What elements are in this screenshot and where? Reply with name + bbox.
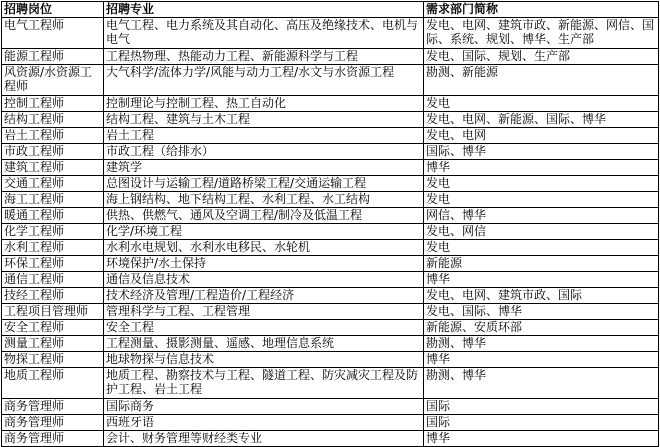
table-row [2, 352, 659, 368]
table-row [2, 399, 659, 415]
cell-major: 电气工程、电力系统及其自动化、高压及绝缘技术、电机与电气 [104, 18, 424, 49]
cell-major: 地球物探与信息技术 [104, 352, 424, 368]
header-row [2, 2, 659, 18]
cell-position: 电气工程师 [2, 18, 104, 49]
cell-position: 地质工程师 [2, 368, 104, 399]
cell-department: 发电、电网 [424, 128, 659, 144]
cell-major: 安全工程 [104, 320, 424, 336]
table-row [2, 272, 659, 288]
cell-department: 博华 [424, 272, 659, 288]
cell-major: 大气科学/流体力学/风能与动力工程/水文与水资源工程 [104, 65, 424, 96]
cell-major: 建筑学 [104, 160, 424, 176]
header-position: 招聘岗位 [2, 2, 104, 18]
cell-position: 风资源/水资源工程师 [2, 65, 104, 96]
table-row [2, 144, 659, 160]
cell-position: 商务管理师 [2, 399, 104, 415]
cell-department: 勘测、博华 [424, 336, 659, 352]
table-row [2, 415, 659, 431]
cell-position: 技经工程师 [2, 288, 104, 304]
table-row [2, 224, 659, 240]
cell-department: 发电、国际、规划、生产部 [424, 49, 659, 65]
cell-position: 市政工程师 [2, 144, 104, 160]
cell-major: 国际商务 [104, 399, 424, 415]
recruitment-table [1, 1, 659, 447]
cell-major: 海上钢结构、地下结构工程、水利工程、水工结构 [104, 192, 424, 208]
cell-department: 发电、电网、建筑市政、新能源、网信、国际、系统、规划、博华、生产部 [424, 18, 659, 49]
cell-position: 商务管理师 [2, 431, 104, 447]
cell-position: 安全工程师 [2, 320, 104, 336]
table-row [2, 192, 659, 208]
table-row [2, 112, 659, 128]
table-row [2, 320, 659, 336]
cell-position: 岩土工程师 [2, 128, 104, 144]
cell-major: 总图设计与运输工程/道路桥梁工程/交通运输工程 [104, 176, 424, 192]
cell-department: 新能源 [424, 256, 659, 272]
header-major: 招聘专业 [104, 2, 424, 18]
cell-position: 工程项目管理师 [2, 304, 104, 320]
cell-department: 勘测、博华 [424, 368, 659, 399]
cell-department: 博华 [424, 352, 659, 368]
cell-position: 物探工程师 [2, 352, 104, 368]
cell-major: 控制理论与控制工程、热工自动化 [104, 96, 424, 112]
table-row [2, 256, 659, 272]
header-department: 需求部门简称 [424, 2, 659, 18]
cell-major: 地质工程、勘察技术与工程、隧道工程、防灾减灾工程及防护工程、岩土工程 [104, 368, 424, 399]
cell-department: 发电 [424, 240, 659, 256]
cell-department: 发电 [424, 192, 659, 208]
cell-major: 工程测量、摄影测量、遥感、地理信息系统 [104, 336, 424, 352]
recruitment-table-container [1, 1, 658, 447]
cell-department: 博华 [424, 431, 659, 447]
table-row [2, 336, 659, 352]
cell-position: 结构工程师 [2, 112, 104, 128]
table-row [2, 240, 659, 256]
cell-department: 发电、电网、建筑市政、国际 [424, 288, 659, 304]
cell-major: 西班牙语 [104, 415, 424, 431]
cell-position: 暖通工程师 [2, 208, 104, 224]
table-row [2, 65, 659, 96]
cell-major: 管理科学与工程、工程管理 [104, 304, 424, 320]
table-row [2, 160, 659, 176]
cell-department: 发电、网信 [424, 224, 659, 240]
cell-department: 博华 [424, 160, 659, 176]
table-row [2, 49, 659, 65]
cell-position: 交通工程师 [2, 176, 104, 192]
cell-department: 发电 [424, 176, 659, 192]
table-row [2, 368, 659, 399]
cell-major: 供热、供燃气、通风及空调工程/制冷及低温工程 [104, 208, 424, 224]
cell-major: 技术经济及管理/工程造价/工程经济 [104, 288, 424, 304]
cell-major: 会计、财务管理等财经类专业 [104, 431, 424, 447]
cell-department: 勘测、新能源 [424, 65, 659, 96]
cell-major: 通信及信息技术 [104, 272, 424, 288]
cell-position: 水利工程师 [2, 240, 104, 256]
cell-department: 新能源、安质环部 [424, 320, 659, 336]
cell-major: 水利水电规划、水利水电移民、水轮机 [104, 240, 424, 256]
cell-department: 发电、电网、新能源、国际、博华 [424, 112, 659, 128]
table-body [2, 18, 659, 447]
cell-major: 市政工程（给排水） [104, 144, 424, 160]
cell-position: 化学工程师 [2, 224, 104, 240]
cell-position: 通信工程师 [2, 272, 104, 288]
table-row [2, 176, 659, 192]
table-row [2, 18, 659, 49]
table-row [2, 288, 659, 304]
cell-department: 发电 [424, 96, 659, 112]
table-row [2, 304, 659, 320]
cell-position: 能源工程师 [2, 49, 104, 65]
cell-position: 商务管理师 [2, 415, 104, 431]
table-row [2, 208, 659, 224]
cell-position: 建筑工程师 [2, 160, 104, 176]
cell-position: 海工工程师 [2, 192, 104, 208]
cell-department: 国际、博华 [424, 144, 659, 160]
cell-major: 化学/环境工程 [104, 224, 424, 240]
cell-department: 国际 [424, 399, 659, 415]
cell-position: 控制工程师 [2, 96, 104, 112]
table-row [2, 431, 659, 447]
table-row [2, 96, 659, 112]
cell-major: 岩土工程 [104, 128, 424, 144]
table-row [2, 128, 659, 144]
cell-major: 工程热物理、热能动力工程、新能源科学与工程 [104, 49, 424, 65]
cell-major: 环境保护/水土保持 [104, 256, 424, 272]
cell-major: 结构工程、建筑与土木工程 [104, 112, 424, 128]
cell-department: 网信、博华 [424, 208, 659, 224]
cell-department: 国际 [424, 415, 659, 431]
cell-position: 测量工程师 [2, 336, 104, 352]
cell-department: 发电、国际、博华 [424, 304, 659, 320]
cell-position: 环保工程师 [2, 256, 104, 272]
